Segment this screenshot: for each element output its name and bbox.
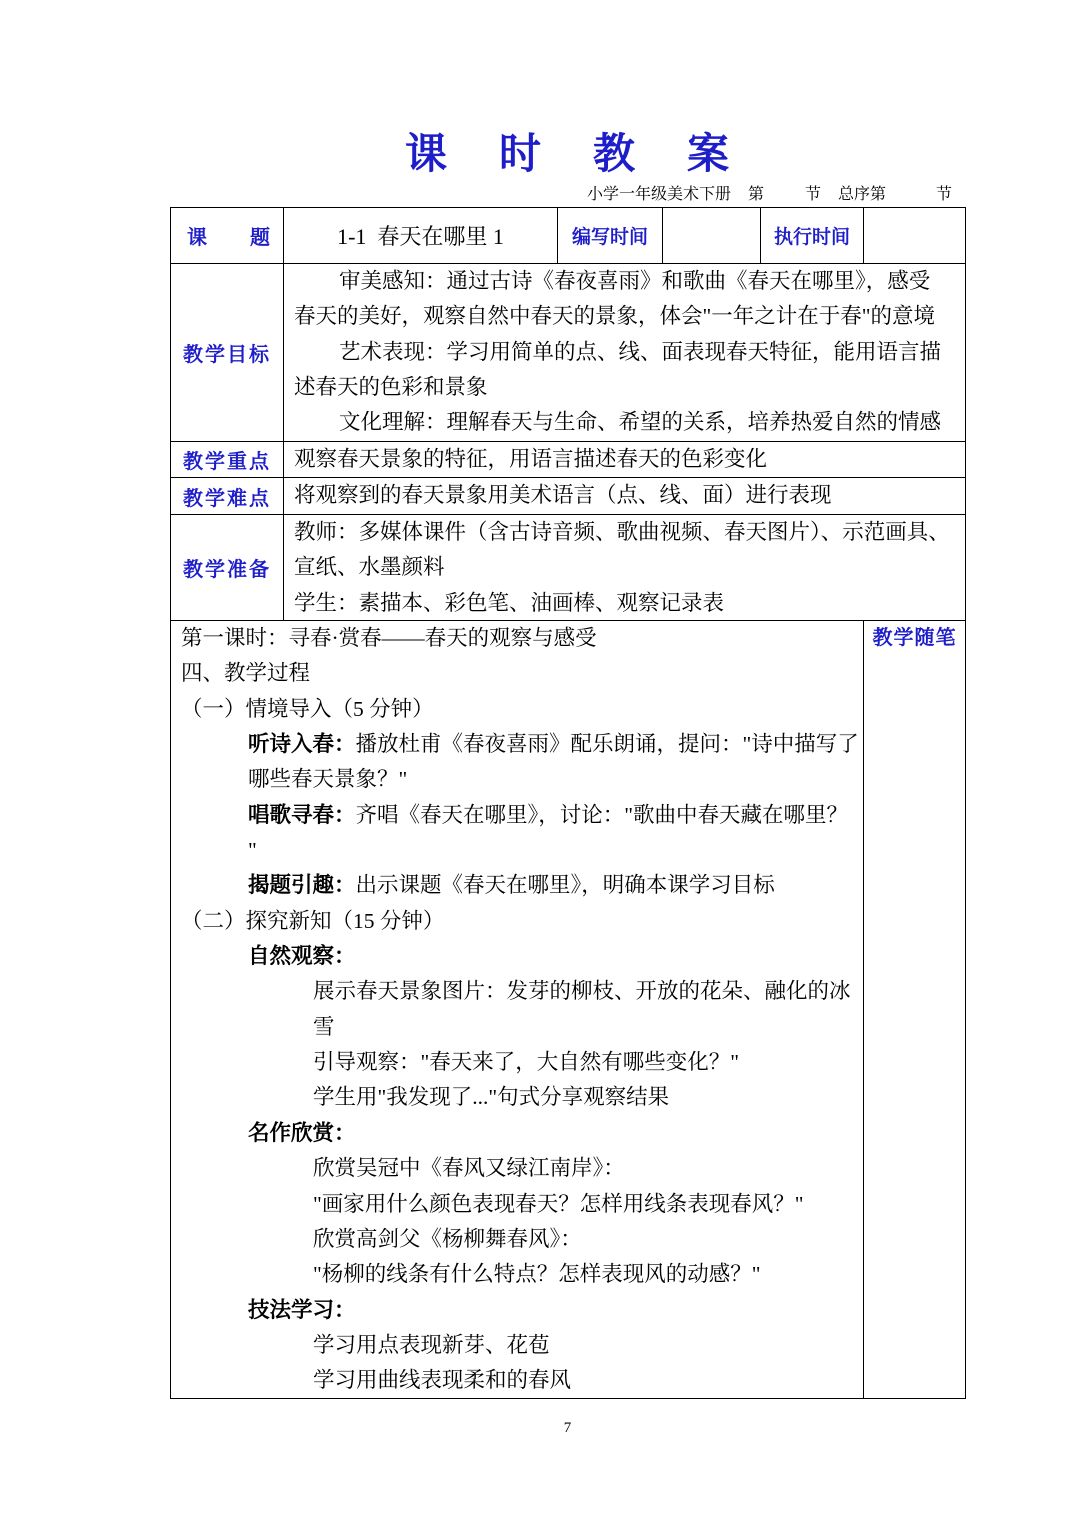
page-number: 7 [563, 1420, 572, 1436]
list-item: 学习用曲线表现柔和的春风 [313, 1368, 572, 1393]
list-item: 欣赏高剑父《杨柳舞春风》： [313, 1226, 582, 1251]
preparation-label: 教学准备 [170, 514, 284, 621]
notes-label: 教学随笔 [872, 627, 957, 649]
objective-line: 审美感知：通过古诗《春夜喜雨》和歌曲《春天在哪里》，感受 [339, 269, 931, 293]
item-text: 齐唱《春天在哪里》，讨论："歌曲中春天藏在哪里？ [355, 802, 849, 827]
list-item: 欣赏吴冠中《春风又绿江南岸》： [313, 1156, 625, 1181]
technique-label: 技法学习： [248, 1297, 356, 1322]
list-item [171, 868, 863, 903]
masterpiece-label: 名作欣赏： [248, 1120, 356, 1145]
item-label: 唱歌寻春： [248, 802, 356, 827]
item-label: 揭题引趣： [248, 873, 356, 898]
list-item: "画家用什么颜色表现春天？怎样用线条表现春风？" [313, 1191, 804, 1216]
preparation-line: 宣纸、水墨颜料 [294, 555, 445, 580]
preparation-content [283, 514, 966, 621]
subtitle-section-prefix: 第 [748, 186, 765, 203]
nature-label: 自然观察： [248, 944, 356, 969]
list-item: "杨柳的线条有什么特点？怎样表现风的动感？" [313, 1262, 761, 1287]
written-time-label: 编写时间 [557, 207, 663, 264]
written-time-value [662, 207, 761, 264]
key-points-text: 观察春天景象的特征，用语言描述春天的色彩变化 [283, 441, 966, 478]
list-item: 展示春天景象图片：发芽的柳枝、开放的花朵、融化的冰 [313, 979, 851, 1004]
topic-value: 1-1 春天在哪里 1 [283, 207, 558, 264]
list-item [171, 727, 863, 762]
list-item-continued: " [248, 838, 257, 863]
process-heading: 四、教学过程 [181, 661, 311, 686]
preparation-line: 教师：多媒体课件（含古诗音频、歌曲视频、春天图片）、示范画具、 [294, 520, 950, 544]
topic-label: 课题 [170, 207, 284, 264]
notes-column [863, 620, 966, 1399]
subtitle-total-prefix: 总序第 [838, 186, 887, 203]
objective-line: 文化理解：理解春天与生命、希望的关系，培养热爱自然的情感 [339, 410, 942, 435]
item-label: 听诗入春： [248, 732, 356, 757]
objective-line: 春天的美好，观察自然中春天的景象，体会"一年之计在于春"的意境 [294, 304, 936, 329]
subtitle-total-suffix: 节 [936, 186, 953, 203]
list-item: 学生用"我发现了..."句式分享观察结果 [313, 1085, 670, 1110]
objective-line: 艺术表现：学习用简单的点、线、面表现春天特征，能用语言描 [339, 339, 942, 364]
list-item: 引导观察："春天来了，大自然有哪些变化？" [313, 1050, 740, 1075]
list-item: 学习用点表现新芽、花苞 [313, 1332, 550, 1357]
executed-time-value [863, 207, 966, 264]
executed-time-label: 执行时间 [760, 207, 864, 264]
subtitle-book: 小学一年级美术下册 [587, 186, 732, 203]
page-title: 课时教案 [405, 132, 782, 178]
objectives-content [283, 263, 966, 442]
difficulties-text: 将观察到的春天景象用美术语言（点、线、面）进行表现 [283, 477, 966, 515]
objective-line: 述春天的色彩和景象 [294, 375, 488, 400]
intro-heading: （一）情境导入（5 分钟） [181, 696, 434, 721]
key-points-label: 教学重点 [170, 441, 284, 478]
list-item-continued: 雪 [313, 1014, 335, 1039]
item-text: 播放杜甫《春夜喜雨》配乐朗诵，提问："诗中描写了 [355, 732, 859, 757]
explore-heading: （二）探究新知（15 分钟） [181, 908, 445, 933]
objectives-label: 教学目标 [170, 263, 284, 442]
lesson-plan-table [170, 207, 966, 1399]
item-text: 出示课题《春天在哪里》，明确本课学习目标 [355, 873, 775, 898]
list-item [171, 798, 863, 833]
difficulties-label: 教学难点 [170, 477, 284, 515]
process-content [170, 620, 864, 1399]
subtitle-section-suffix: 节 [805, 186, 822, 203]
list-item-continued: 哪些春天景象？" [248, 767, 408, 792]
preparation-line: 学生：素描本、彩色笔、油画棒、观察记录表 [294, 590, 725, 615]
session-title: 第一课时：寻春·赏春——春天的观察与感受 [181, 626, 597, 650]
